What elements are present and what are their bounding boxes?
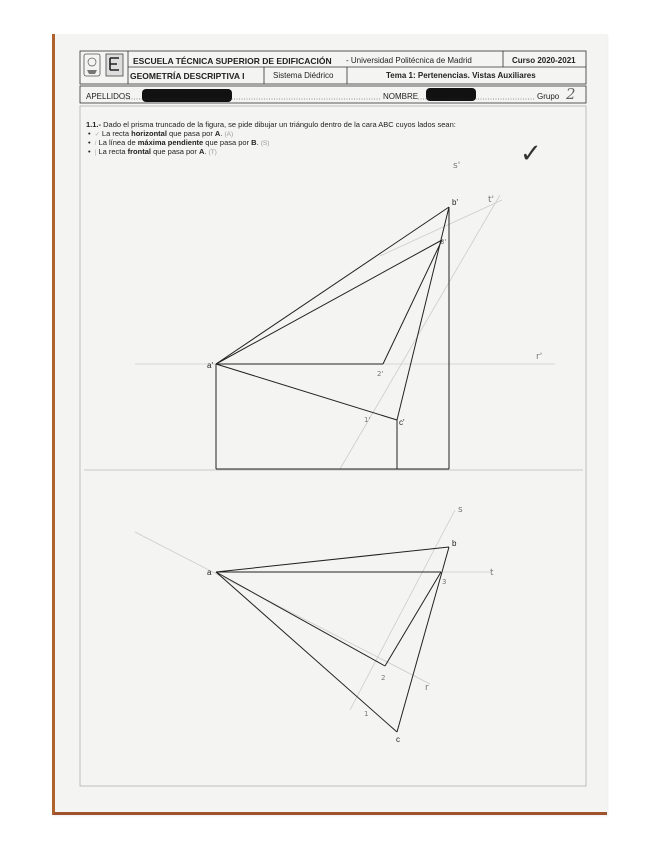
label-a-prime: a' [207,361,213,370]
plan-triangle-side-3 [385,572,441,666]
school-name: ESCUELA TÉCNICA SUPERIOR DE EDIFICACIÓN [133,56,332,66]
label-s: s [458,505,463,515]
requirement-item: • | La recta frontal que pasa por A. (T) [88,147,217,156]
plan-view [135,505,494,744]
system-name: Sistema Diédrico [273,71,334,80]
elevation-view [135,161,555,469]
max-slope-line-s [340,195,500,469]
label-3: 3 [442,578,447,586]
school-logo [106,54,123,76]
label-s-prime: s' [453,161,461,171]
requirement-item: • / La línea de máxima pendiente que pasa por B. (S) [88,138,270,147]
label-t-prime: t' [488,195,495,205]
label-2-prime: 2' [377,370,384,378]
triangle-side-2 [216,240,442,364]
group-value: 2 [566,85,576,103]
course-year: Curso 2020-2021 [512,56,576,65]
horizontal-line-t [380,200,502,256]
name-label: NOMBRE [383,92,419,101]
university-logo [84,54,100,76]
label-c: c [396,735,400,744]
subject-name: GEOMETRÍA DESCRIPTIVA I [130,71,245,81]
plan-triangle-side-2 [216,572,385,666]
label-b-prime: b' [452,198,458,207]
topic-name: Tema 1: Pertenencias. Vistas Auxiliares [386,71,536,80]
edge-ab [216,207,449,364]
plan-edge-ac [216,572,397,732]
requirement-item: • ✓ La recta horizontal que pasa por A. (A) [88,129,234,138]
exercise-number: 1.1.- [86,120,102,129]
label-r-prime: r' [536,352,543,362]
label-1-prime: 1' [364,416,371,424]
label-2: 2 [381,674,386,682]
university-name: - Universidad Politécnica de Madrid [346,56,472,65]
label-1: 1 [364,710,369,718]
label-r: r [425,683,429,693]
label-c-prime: c' [399,418,405,427]
statement-text: Dado el prisma truncado de la figura, se pide dibujar un triángulo dentro de la cara ABC cuyos lados sean: [103,120,456,129]
label-3-prime: 3' [440,238,447,246]
frontal-line-r-plan [135,532,430,684]
surname-label: APELLIDOS [86,92,131,101]
edge-ac [216,364,397,420]
label-t: t [490,568,494,578]
max-slope-line-s-plan [350,510,455,710]
plan-edge-bc [397,547,449,732]
group-label: Grupo [537,92,560,101]
plan-edge-ab [216,547,449,572]
checkmark: ✓ [520,138,542,168]
label-b: b [452,539,457,548]
label-a: a [207,568,212,577]
